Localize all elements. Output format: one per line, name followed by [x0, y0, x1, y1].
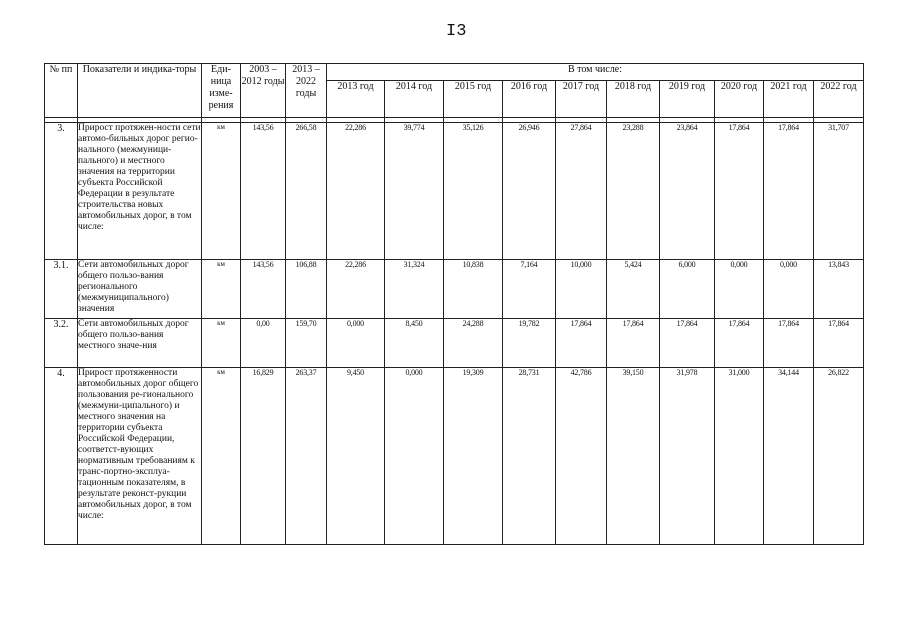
- row-unit: км: [202, 368, 241, 545]
- row-unit: км: [202, 123, 241, 260]
- cell-period-2003-2012: 143,56: [241, 260, 286, 319]
- cell-value: 6,000: [660, 260, 715, 319]
- cell-value: 8,450: [385, 319, 444, 368]
- header-year: 2020 год: [715, 81, 764, 118]
- cell-value: 9,450: [327, 368, 385, 545]
- cell-value: 10,000: [556, 260, 607, 319]
- cell-value: 31,978: [660, 368, 715, 545]
- header-period-2003-2012: 2003 – 2012 годы: [241, 64, 286, 118]
- header-unit: Еди-ница изме-рения: [202, 64, 241, 118]
- cell-value: 34,144: [764, 368, 814, 545]
- table-row: [45, 123, 864, 260]
- header-year: 2013 год: [327, 81, 385, 118]
- cell-period-2003-2012: 0,00: [241, 319, 286, 368]
- header-indicator: Показатели и индика-торы: [78, 64, 202, 118]
- cell-period-2013-2022: 159,70: [286, 319, 327, 368]
- row-number: 3.1.: [45, 260, 78, 319]
- cell-value: 35,126: [444, 123, 503, 260]
- header-year: 2018 год: [607, 81, 660, 118]
- cell-value: 26,946: [503, 123, 556, 260]
- row-unit: км: [202, 260, 241, 319]
- cell-value: 22,286: [327, 123, 385, 260]
- cell-value: 17,864: [764, 319, 814, 368]
- indicators-table: [44, 63, 864, 545]
- cell-value: 27,864: [556, 123, 607, 260]
- cell-value: 17,864: [556, 319, 607, 368]
- cell-value: 39,150: [607, 368, 660, 545]
- header-year: 2016 год: [503, 81, 556, 118]
- cell-period-2003-2012: 16,829: [241, 368, 286, 545]
- cell-value: 5,424: [607, 260, 660, 319]
- header-including: В том числе:: [327, 64, 864, 81]
- cell-value: 0,000: [764, 260, 814, 319]
- cell-value: 39,774: [385, 123, 444, 260]
- table-row: [45, 319, 864, 368]
- cell-value: 28,731: [503, 368, 556, 545]
- row-number: 3.2.: [45, 319, 78, 368]
- cell-value: 23,864: [660, 123, 715, 260]
- cell-value: 13,843: [814, 260, 864, 319]
- cell-period-2013-2022: 106,88: [286, 260, 327, 319]
- header-year: 2022 год: [814, 81, 864, 118]
- cell-value: 26,822: [814, 368, 864, 545]
- row-label: Прирост протяженности автомобильных дорог общего пользования ре-гионального (межмуни-ципального) и местного значения на территории субъекта Российской Федерации, соответст-вующих нормативным требованиям к транс-портно-эксплуа-тационным показателям, в результате реконст-рукции автомобильных дорог, в том числе:: [78, 368, 202, 545]
- cell-period-2003-2012: 143,56: [241, 123, 286, 260]
- row-label: Сети автомобильных дорог общего пользо-вания местного значе-ния: [78, 319, 202, 368]
- cell-value: 17,864: [660, 319, 715, 368]
- cell-value: 19,782: [503, 319, 556, 368]
- cell-value: 42,786: [556, 368, 607, 545]
- cell-value: 7,164: [503, 260, 556, 319]
- cell-value: 24,288: [444, 319, 503, 368]
- page-number: I3: [446, 22, 467, 41]
- table-row: [45, 368, 864, 545]
- row-label: Прирост протяжен-ности сети автомо-бильных дорог регио-нального (межмуници-пального) и местного значения на территории субъекта Российской Федерации в результате строительства новых автомобильных дорог, в том числе:: [78, 123, 202, 260]
- cell-value: 0,000: [385, 368, 444, 545]
- cell-value: 31,000: [715, 368, 764, 545]
- cell-value: 0,000: [327, 319, 385, 368]
- header-year: 2015 год: [444, 81, 503, 118]
- table-row: [45, 260, 864, 319]
- row-number: 3.: [45, 123, 78, 260]
- header-year: 2019 год: [660, 81, 715, 118]
- cell-value: 23,288: [607, 123, 660, 260]
- cell-period-2013-2022: 266,58: [286, 123, 327, 260]
- row-label: Сети автомобильных дорог общего пользо-вания регионального (межмуниципального) значения: [78, 260, 202, 319]
- header-year: 2021 год: [764, 81, 814, 118]
- cell-value: 10,838: [444, 260, 503, 319]
- cell-value: 19,309: [444, 368, 503, 545]
- cell-value: 31,707: [814, 123, 864, 260]
- cell-value: 17,864: [715, 123, 764, 260]
- header-period-2013-2022: 2013 – 2022 годы: [286, 64, 327, 118]
- row-number: 4.: [45, 368, 78, 545]
- cell-value: 31,324: [385, 260, 444, 319]
- cell-value: 22,286: [327, 260, 385, 319]
- cell-value: 17,864: [764, 123, 814, 260]
- cell-value: 17,864: [715, 319, 764, 368]
- cell-value: 0,000: [715, 260, 764, 319]
- header-num: № пп: [45, 64, 78, 118]
- cell-period-2013-2022: 263,37: [286, 368, 327, 545]
- row-unit: км: [202, 319, 241, 368]
- cell-value: 17,864: [814, 319, 864, 368]
- header-year: 2017 год: [556, 81, 607, 118]
- cell-value: 17,864: [607, 319, 660, 368]
- header-year: 2014 год: [385, 81, 444, 118]
